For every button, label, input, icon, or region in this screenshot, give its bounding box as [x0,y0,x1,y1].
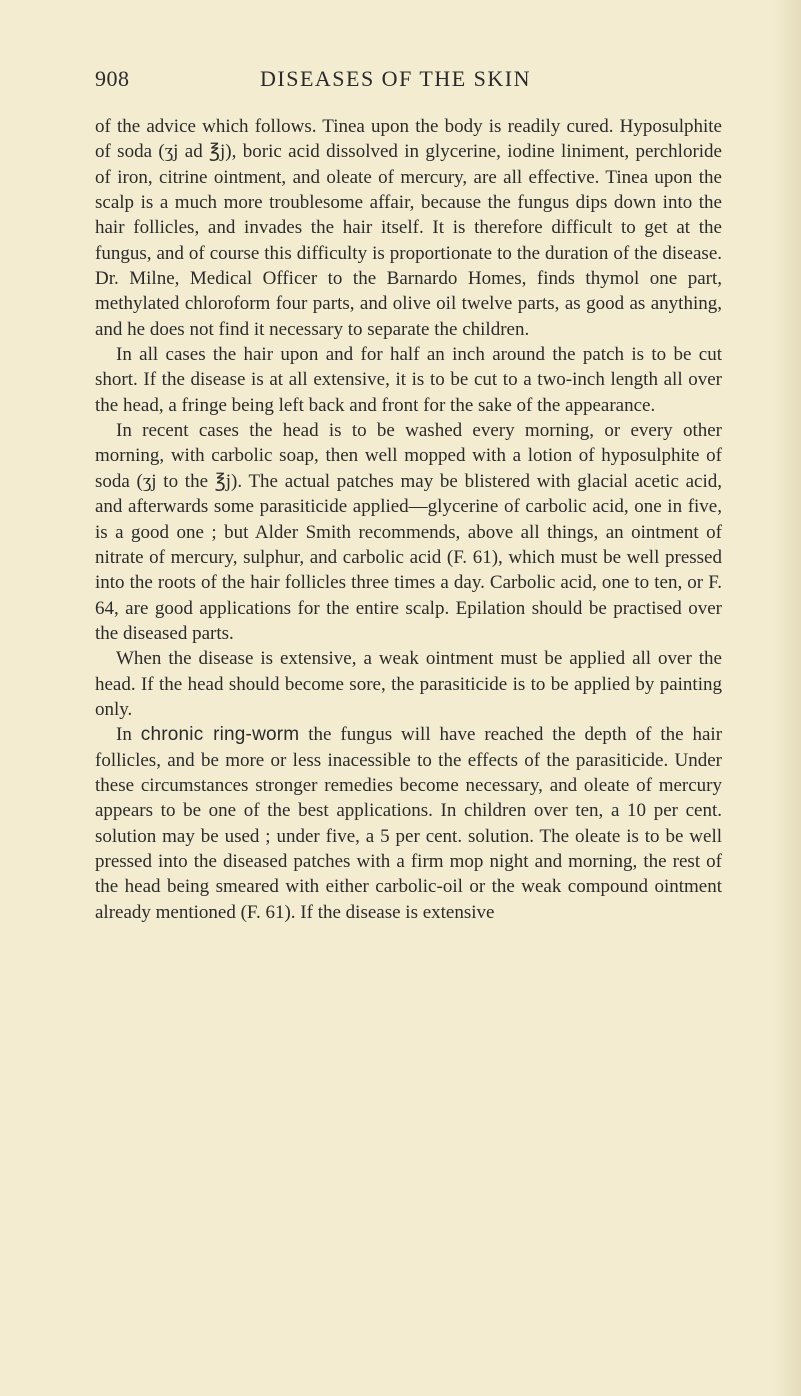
page-edge-shadow [773,0,801,1396]
paragraph-lead: In [116,724,132,746]
running-head: DISEASES OF THE SKIN [260,66,532,91]
paragraph-tinea: of the advice which follows. Tinea upon the body is readily cured. Hyposulphite of soda (ʒj ad ℥j), boric acid dissolved in glycerine, iodine liniment, perchloride of iron, citrine ointment, and oleate of mercury, are all effective. Tinea upon the scalp is a much more troublesome affair, because the fungus dips down into the hair follicles, and invades the hair itself. It is therefore difficult to get at the fungus, and of course this difficulty is proportionate to the duration of the disease. Dr. Milne, Medical Officer to the Barnardo Homes, finds thymol one part, methylated chloroform four parts, and olive oil twelve parts, as good as anything, and he does not find it necessary to separate the children. [95,116,722,340]
emphasis-chronic-ringworm: chronic ring-worm [140,724,300,746]
page-header [95,66,722,106]
body-text [95,114,722,925]
page-number: 908 [95,66,130,91]
paragraph-chronic-ringworm [95,722,722,925]
paragraph-body: the fungus will have reached the depth of the hair follicles, and be more or less inacessible to the effects of the parasiticide. Under these circumstances stronger remedies become necessary, and oleate of mercury appears to be one of the best applications. In children over ten, a 10 per cent. solution may be used ; under five, a 5 per cent. solution. The oleate is to be well pressed into the diseased patches with a firm mop night and morning, the rest of the head being smeared with either carbolic-oil or the weak compound ointment already mentioned (F. 61). If the disease is extensive [95,724,723,923]
paragraph-recent-cases: In recent cases the head is to be washed every morning, or every other morning, with carbolic soap, then well mopped with a lotion of hyposulphite of soda (ʒj to the ℥j). The actual patches may be blistered with glacial acetic acid, and afterwards some parasiticide applied—glycerine of carbolic acid, one in five, is a good one ; but Alder Smith recommends, above all things, an ointment of nitrate of mercury, sulphur, and carbolic acid (F. 61), which must be well pressed into the roots of the hair follicles three times a day. Carbolic acid, one to ten, or F. 64, are good applications for the entire scalp. Epilation should be practised over the diseased parts. [95,420,722,644]
paragraph-extensive-disease: When the disease is extensive, a weak ointment must be applied all over the head. If the head should become sore, the parasiticide is to be applied by painting only. [95,648,722,720]
paragraph-hair-cutting: In all cases the hair upon and for half an inch around the patch is to be cut short. If the disease is at all extensive, it is to be cut to a two-inch length all over the head, a fringe being left back and front for the sake of the appearance. [95,344,722,416]
